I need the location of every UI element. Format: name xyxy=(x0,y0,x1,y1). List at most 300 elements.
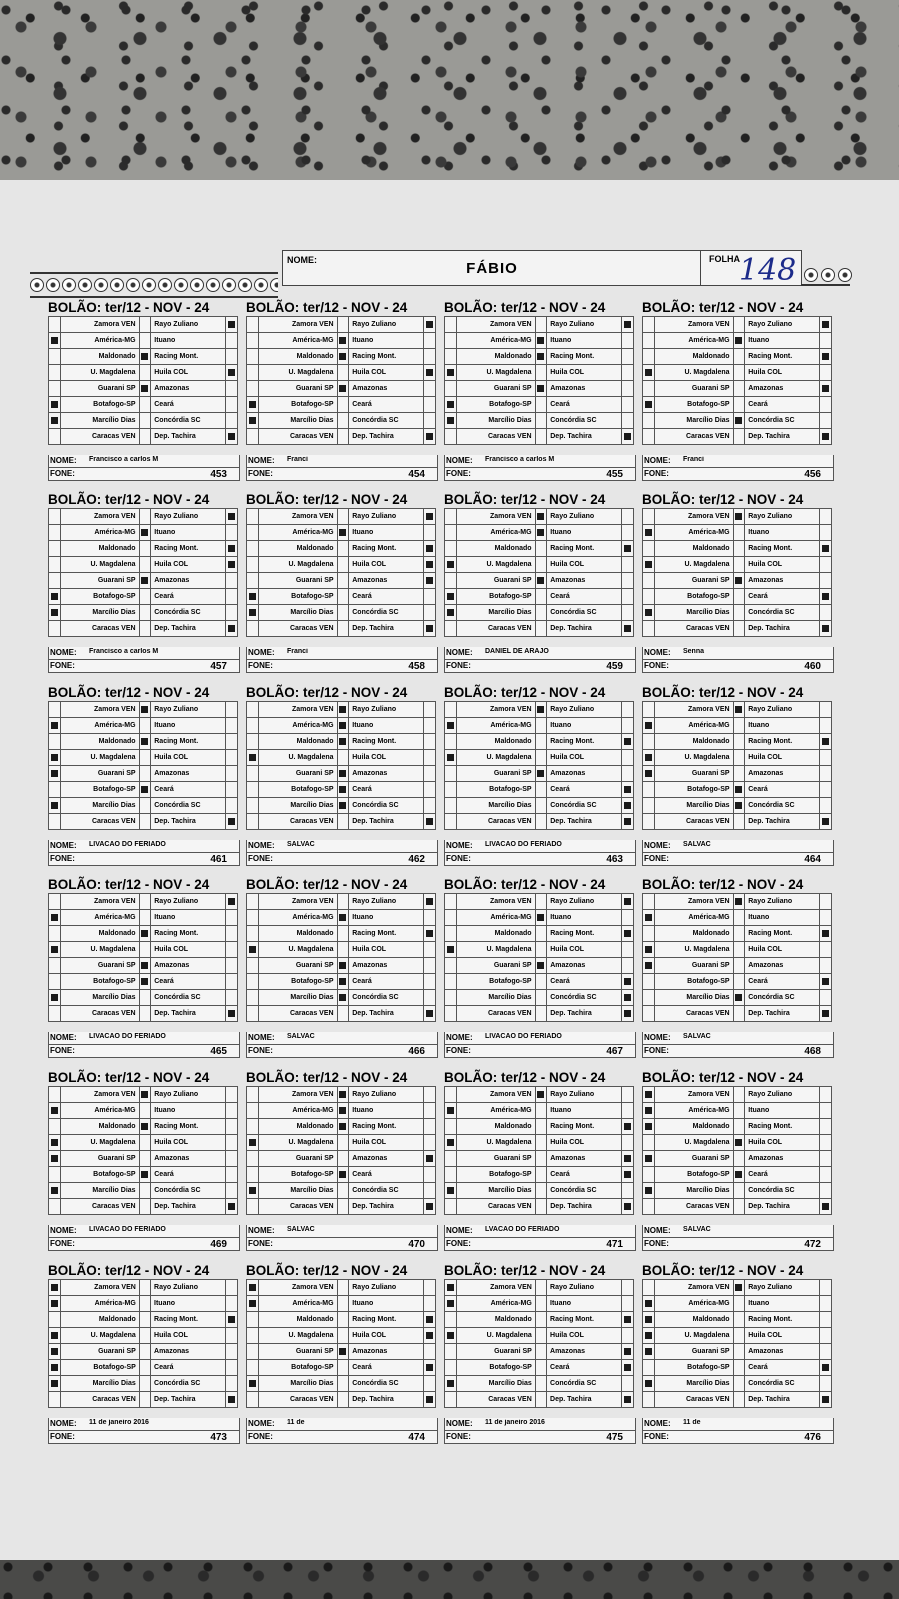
pick-box[interactable] xyxy=(622,894,634,910)
pick-box[interactable] xyxy=(445,397,457,413)
pick-box[interactable] xyxy=(820,1312,832,1328)
pick-box[interactable] xyxy=(337,317,349,333)
pick-box[interactable] xyxy=(424,1151,436,1167)
pick-box[interactable] xyxy=(49,397,61,413)
pick-box[interactable] xyxy=(733,798,745,814)
pick-box[interactable] xyxy=(820,974,832,990)
pick-box[interactable] xyxy=(445,621,457,637)
pick-box[interactable] xyxy=(445,381,457,397)
pick-box[interactable] xyxy=(139,1183,151,1199)
pick-box[interactable] xyxy=(622,1006,634,1022)
pick-box[interactable] xyxy=(535,782,547,798)
pick-box[interactable] xyxy=(337,894,349,910)
pick-box[interactable] xyxy=(337,766,349,782)
pick-box[interactable] xyxy=(226,1103,238,1119)
pick-box[interactable] xyxy=(643,910,655,926)
pick-box[interactable] xyxy=(139,974,151,990)
pick-box[interactable] xyxy=(226,1167,238,1183)
pick-box[interactable] xyxy=(247,333,259,349)
pick-box[interactable] xyxy=(643,333,655,349)
pick-box[interactable] xyxy=(820,990,832,1006)
pick-box[interactable] xyxy=(535,1360,546,1376)
pick-box[interactable] xyxy=(733,702,745,718)
pick-box[interactable] xyxy=(733,1360,745,1376)
pick-box[interactable] xyxy=(820,589,832,605)
pick-box[interactable] xyxy=(622,1312,634,1328)
pick-box[interactable] xyxy=(337,798,349,814)
pick-box[interactable] xyxy=(445,926,457,942)
pick-box[interactable] xyxy=(139,1199,151,1215)
pick-box[interactable] xyxy=(733,1167,745,1183)
pick-box[interactable] xyxy=(424,1328,436,1344)
pick-box[interactable] xyxy=(337,333,349,349)
pick-box[interactable] xyxy=(733,365,745,381)
pick-box[interactable] xyxy=(643,541,655,557)
pick-box[interactable] xyxy=(247,1392,259,1408)
pick-box[interactable] xyxy=(820,718,832,734)
pick-box[interactable] xyxy=(337,1087,349,1103)
pick-box[interactable] xyxy=(445,702,457,718)
pick-box[interactable] xyxy=(622,1328,634,1344)
pick-box[interactable] xyxy=(337,429,349,445)
pick-box[interactable] xyxy=(424,894,436,910)
pick-box[interactable] xyxy=(139,1296,150,1312)
pick-box[interactable] xyxy=(535,798,547,814)
pick-box[interactable] xyxy=(643,798,655,814)
pick-box[interactable] xyxy=(139,1167,151,1183)
pick-box[interactable] xyxy=(226,1087,238,1103)
pick-box[interactable] xyxy=(622,798,634,814)
pick-box[interactable] xyxy=(643,1087,655,1103)
pick-box[interactable] xyxy=(535,589,547,605)
pick-box[interactable] xyxy=(139,1376,150,1392)
pick-box[interactable] xyxy=(535,365,547,381)
pick-box[interactable] xyxy=(226,1328,238,1344)
pick-box[interactable] xyxy=(337,734,349,750)
pick-box[interactable] xyxy=(226,541,238,557)
pick-box[interactable] xyxy=(535,541,547,557)
pick-box[interactable] xyxy=(49,1135,61,1151)
pick-box[interactable] xyxy=(733,1151,745,1167)
pick-box[interactable] xyxy=(535,1103,547,1119)
pick-box[interactable] xyxy=(337,942,349,958)
pick-box[interactable] xyxy=(643,1119,655,1135)
pick-box[interactable] xyxy=(733,1344,745,1360)
pick-box[interactable] xyxy=(424,365,436,381)
pick-box[interactable] xyxy=(49,557,61,573)
pick-box[interactable] xyxy=(535,1376,546,1392)
pick-box[interactable] xyxy=(139,1151,151,1167)
pick-box[interactable] xyxy=(535,1312,546,1328)
pick-box[interactable] xyxy=(643,750,655,766)
pick-box[interactable] xyxy=(424,1360,436,1376)
pick-box[interactable] xyxy=(445,429,457,445)
pick-box[interactable] xyxy=(820,1167,832,1183)
pick-box[interactable] xyxy=(139,1344,150,1360)
pick-box[interactable] xyxy=(622,1135,634,1151)
pick-box[interactable] xyxy=(247,1135,259,1151)
pick-box[interactable] xyxy=(226,734,238,750)
pick-box[interactable] xyxy=(49,1376,61,1392)
pick-box[interactable] xyxy=(622,990,634,1006)
pick-box[interactable] xyxy=(226,1296,238,1312)
pick-box[interactable] xyxy=(49,1328,61,1344)
pick-box[interactable] xyxy=(226,349,238,365)
pick-box[interactable] xyxy=(535,718,547,734)
pick-box[interactable] xyxy=(643,605,655,621)
pick-box[interactable] xyxy=(445,1360,457,1376)
pick-box[interactable] xyxy=(49,1199,61,1215)
pick-box[interactable] xyxy=(820,349,832,365)
pick-box[interactable] xyxy=(445,1344,457,1360)
pick-box[interactable] xyxy=(820,1360,832,1376)
pick-box[interactable] xyxy=(49,573,61,589)
pick-box[interactable] xyxy=(424,397,436,413)
pick-box[interactable] xyxy=(535,766,547,782)
pick-box[interactable] xyxy=(643,429,655,445)
pick-box[interactable] xyxy=(535,958,547,974)
pick-box[interactable] xyxy=(226,798,238,814)
pick-box[interactable] xyxy=(247,573,259,589)
pick-box[interactable] xyxy=(535,1119,547,1135)
pick-box[interactable] xyxy=(643,1392,655,1408)
pick-box[interactable] xyxy=(622,1087,634,1103)
pick-box[interactable] xyxy=(622,942,634,958)
pick-box[interactable] xyxy=(643,814,655,830)
pick-box[interactable] xyxy=(226,1183,238,1199)
pick-box[interactable] xyxy=(247,413,259,429)
pick-box[interactable] xyxy=(337,1119,349,1135)
pick-box[interactable] xyxy=(445,910,457,926)
pick-box[interactable] xyxy=(535,1167,547,1183)
pick-box[interactable] xyxy=(247,1376,259,1392)
pick-box[interactable] xyxy=(643,509,655,525)
pick-box[interactable] xyxy=(733,734,745,750)
pick-box[interactable] xyxy=(49,1360,61,1376)
pick-box[interactable] xyxy=(820,573,832,589)
pick-box[interactable] xyxy=(733,509,745,525)
pick-box[interactable] xyxy=(622,1360,634,1376)
pick-box[interactable] xyxy=(643,1280,655,1296)
pick-box[interactable] xyxy=(247,926,259,942)
pick-box[interactable] xyxy=(535,573,547,589)
pick-box[interactable] xyxy=(424,1167,436,1183)
pick-box[interactable] xyxy=(820,557,832,573)
pick-box[interactable] xyxy=(820,1344,832,1360)
pick-box[interactable] xyxy=(622,573,634,589)
pick-box[interactable] xyxy=(337,1360,349,1376)
pick-box[interactable] xyxy=(424,1087,436,1103)
pick-box[interactable] xyxy=(337,605,349,621)
pick-box[interactable] xyxy=(622,1103,634,1119)
pick-box[interactable] xyxy=(49,734,61,750)
pick-box[interactable] xyxy=(733,1087,745,1103)
pick-box[interactable] xyxy=(733,381,745,397)
pick-box[interactable] xyxy=(247,557,259,573)
pick-box[interactable] xyxy=(226,317,238,333)
pick-box[interactable] xyxy=(622,1376,634,1392)
pick-box[interactable] xyxy=(247,894,259,910)
pick-box[interactable] xyxy=(247,814,259,830)
pick-box[interactable] xyxy=(535,926,547,942)
pick-box[interactable] xyxy=(424,573,436,589)
pick-box[interactable] xyxy=(733,1183,745,1199)
pick-box[interactable] xyxy=(49,317,61,333)
pick-box[interactable] xyxy=(424,557,436,573)
pick-box[interactable] xyxy=(445,1296,457,1312)
pick-box[interactable] xyxy=(445,573,457,589)
pick-box[interactable] xyxy=(247,381,259,397)
pick-box[interactable] xyxy=(733,1280,745,1296)
pick-box[interactable] xyxy=(622,782,634,798)
pick-box[interactable] xyxy=(139,525,151,541)
pick-box[interactable] xyxy=(247,1167,259,1183)
pick-box[interactable] xyxy=(820,926,832,942)
pick-box[interactable] xyxy=(535,1183,547,1199)
pick-box[interactable] xyxy=(139,1119,151,1135)
pick-box[interactable] xyxy=(643,525,655,541)
pick-box[interactable] xyxy=(733,317,745,333)
pick-box[interactable] xyxy=(226,1344,238,1360)
pick-box[interactable] xyxy=(820,1280,832,1296)
pick-box[interactable] xyxy=(226,910,238,926)
pick-box[interactable] xyxy=(247,750,259,766)
pick-box[interactable] xyxy=(337,1199,349,1215)
pick-box[interactable] xyxy=(643,1344,655,1360)
pick-box[interactable] xyxy=(622,525,634,541)
pick-box[interactable] xyxy=(424,798,436,814)
pick-box[interactable] xyxy=(733,573,745,589)
pick-box[interactable] xyxy=(820,397,832,413)
pick-box[interactable] xyxy=(820,509,832,525)
pick-box[interactable] xyxy=(820,1135,832,1151)
pick-box[interactable] xyxy=(49,974,61,990)
pick-box[interactable] xyxy=(247,509,259,525)
pick-box[interactable] xyxy=(535,605,547,621)
pick-box[interactable] xyxy=(820,1151,832,1167)
pick-box[interactable] xyxy=(445,1376,457,1392)
pick-box[interactable] xyxy=(643,1006,655,1022)
pick-box[interactable] xyxy=(337,1328,349,1344)
pick-box[interactable] xyxy=(733,1006,745,1022)
pick-box[interactable] xyxy=(337,1392,349,1408)
pick-box[interactable] xyxy=(226,573,238,589)
pick-box[interactable] xyxy=(535,910,547,926)
pick-box[interactable] xyxy=(139,333,151,349)
pick-box[interactable] xyxy=(337,397,349,413)
pick-box[interactable] xyxy=(733,974,745,990)
pick-box[interactable] xyxy=(733,1328,745,1344)
pick-box[interactable] xyxy=(337,1167,349,1183)
pick-box[interactable] xyxy=(445,589,457,605)
pick-box[interactable] xyxy=(49,1392,61,1408)
pick-box[interactable] xyxy=(622,365,634,381)
pick-box[interactable] xyxy=(424,910,436,926)
pick-box[interactable] xyxy=(820,1199,832,1215)
pick-box[interactable] xyxy=(733,718,745,734)
pick-box[interactable] xyxy=(445,1087,457,1103)
pick-box[interactable] xyxy=(424,734,436,750)
pick-box[interactable] xyxy=(247,525,259,541)
pick-box[interactable] xyxy=(820,1183,832,1199)
pick-box[interactable] xyxy=(337,525,349,541)
pick-box[interactable] xyxy=(622,557,634,573)
pick-box[interactable] xyxy=(643,766,655,782)
pick-box[interactable] xyxy=(643,413,655,429)
pick-box[interactable] xyxy=(337,541,349,557)
pick-box[interactable] xyxy=(820,381,832,397)
pick-box[interactable] xyxy=(139,429,151,445)
pick-box[interactable] xyxy=(643,1135,655,1151)
pick-box[interactable] xyxy=(424,814,436,830)
pick-box[interactable] xyxy=(337,1183,349,1199)
pick-box[interactable] xyxy=(643,317,655,333)
pick-box[interactable] xyxy=(226,509,238,525)
pick-box[interactable] xyxy=(820,1328,832,1344)
pick-box[interactable] xyxy=(49,750,61,766)
pick-box[interactable] xyxy=(733,1296,745,1312)
pick-box[interactable] xyxy=(445,317,457,333)
pick-box[interactable] xyxy=(337,349,349,365)
pick-box[interactable] xyxy=(337,990,349,1006)
pick-box[interactable] xyxy=(535,974,547,990)
pick-box[interactable] xyxy=(733,1376,745,1392)
pick-box[interactable] xyxy=(643,573,655,589)
pick-box[interactable] xyxy=(49,605,61,621)
pick-box[interactable] xyxy=(622,926,634,942)
pick-box[interactable] xyxy=(535,702,547,718)
pick-box[interactable] xyxy=(424,349,436,365)
pick-box[interactable] xyxy=(226,605,238,621)
pick-box[interactable] xyxy=(247,621,259,637)
pick-box[interactable] xyxy=(733,782,745,798)
pick-box[interactable] xyxy=(337,1103,349,1119)
pick-box[interactable] xyxy=(535,381,547,397)
pick-box[interactable] xyxy=(733,1392,745,1408)
pick-box[interactable] xyxy=(49,1119,61,1135)
pick-box[interactable] xyxy=(424,541,436,557)
pick-box[interactable] xyxy=(622,589,634,605)
pick-box[interactable] xyxy=(643,557,655,573)
pick-box[interactable] xyxy=(139,1006,151,1022)
pick-box[interactable] xyxy=(424,942,436,958)
pick-box[interactable] xyxy=(337,413,349,429)
pick-box[interactable] xyxy=(820,1087,832,1103)
pick-box[interactable] xyxy=(820,429,832,445)
pick-box[interactable] xyxy=(820,333,832,349)
pick-box[interactable] xyxy=(643,589,655,605)
pick-box[interactable] xyxy=(643,718,655,734)
pick-box[interactable] xyxy=(535,1199,547,1215)
pick-box[interactable] xyxy=(139,1392,150,1408)
pick-box[interactable] xyxy=(226,397,238,413)
pick-box[interactable] xyxy=(445,525,457,541)
pick-box[interactable] xyxy=(247,910,259,926)
pick-box[interactable] xyxy=(445,413,457,429)
pick-box[interactable] xyxy=(247,942,259,958)
pick-box[interactable] xyxy=(424,1183,436,1199)
pick-box[interactable] xyxy=(139,1103,151,1119)
pick-box[interactable] xyxy=(49,782,61,798)
pick-box[interactable] xyxy=(49,589,61,605)
pick-box[interactable] xyxy=(247,605,259,621)
pick-box[interactable] xyxy=(733,589,745,605)
pick-box[interactable] xyxy=(643,1296,655,1312)
pick-box[interactable] xyxy=(622,1392,634,1408)
pick-box[interactable] xyxy=(337,750,349,766)
pick-box[interactable] xyxy=(139,990,151,1006)
pick-box[interactable] xyxy=(424,621,436,637)
pick-box[interactable] xyxy=(424,750,436,766)
pick-box[interactable] xyxy=(733,605,745,621)
pick-box[interactable] xyxy=(622,1183,634,1199)
pick-box[interactable] xyxy=(643,926,655,942)
pick-box[interactable] xyxy=(49,1344,61,1360)
pick-box[interactable] xyxy=(247,1006,259,1022)
pick-box[interactable] xyxy=(139,798,151,814)
pick-box[interactable] xyxy=(139,942,151,958)
pick-box[interactable] xyxy=(337,1151,349,1167)
pick-box[interactable] xyxy=(139,349,151,365)
pick-box[interactable] xyxy=(247,1119,259,1135)
pick-box[interactable] xyxy=(535,1151,547,1167)
pick-box[interactable] xyxy=(733,894,745,910)
pick-box[interactable] xyxy=(733,621,745,637)
pick-box[interactable] xyxy=(445,1280,457,1296)
pick-box[interactable] xyxy=(733,1135,745,1151)
pick-box[interactable] xyxy=(820,734,832,750)
pick-box[interactable] xyxy=(535,1296,546,1312)
pick-box[interactable] xyxy=(535,333,547,349)
pick-box[interactable] xyxy=(247,798,259,814)
pick-box[interactable] xyxy=(247,589,259,605)
pick-box[interactable] xyxy=(733,814,745,830)
pick-box[interactable] xyxy=(247,1199,259,1215)
pick-box[interactable] xyxy=(643,365,655,381)
pick-box[interactable] xyxy=(820,541,832,557)
pick-box[interactable] xyxy=(622,750,634,766)
pick-box[interactable] xyxy=(820,365,832,381)
pick-box[interactable] xyxy=(226,381,238,397)
pick-box[interactable] xyxy=(49,365,61,381)
pick-box[interactable] xyxy=(247,782,259,798)
pick-box[interactable] xyxy=(622,1167,634,1183)
pick-box[interactable] xyxy=(643,974,655,990)
pick-box[interactable] xyxy=(337,1006,349,1022)
pick-box[interactable] xyxy=(445,1119,457,1135)
pick-box[interactable] xyxy=(226,365,238,381)
pick-box[interactable] xyxy=(622,1344,634,1360)
pick-box[interactable] xyxy=(445,942,457,958)
pick-box[interactable] xyxy=(337,782,349,798)
pick-box[interactable] xyxy=(139,1135,151,1151)
pick-box[interactable] xyxy=(139,365,151,381)
pick-box[interactable] xyxy=(424,718,436,734)
pick-box[interactable] xyxy=(535,1344,546,1360)
pick-box[interactable] xyxy=(820,782,832,798)
pick-box[interactable] xyxy=(820,910,832,926)
pick-box[interactable] xyxy=(226,990,238,1006)
pick-box[interactable] xyxy=(139,718,151,734)
pick-box[interactable] xyxy=(820,798,832,814)
pick-box[interactable] xyxy=(535,990,547,1006)
pick-box[interactable] xyxy=(337,958,349,974)
pick-box[interactable] xyxy=(733,990,745,1006)
pick-box[interactable] xyxy=(226,1119,238,1135)
pick-box[interactable] xyxy=(445,541,457,557)
pick-box[interactable] xyxy=(535,349,547,365)
pick-box[interactable] xyxy=(733,429,745,445)
